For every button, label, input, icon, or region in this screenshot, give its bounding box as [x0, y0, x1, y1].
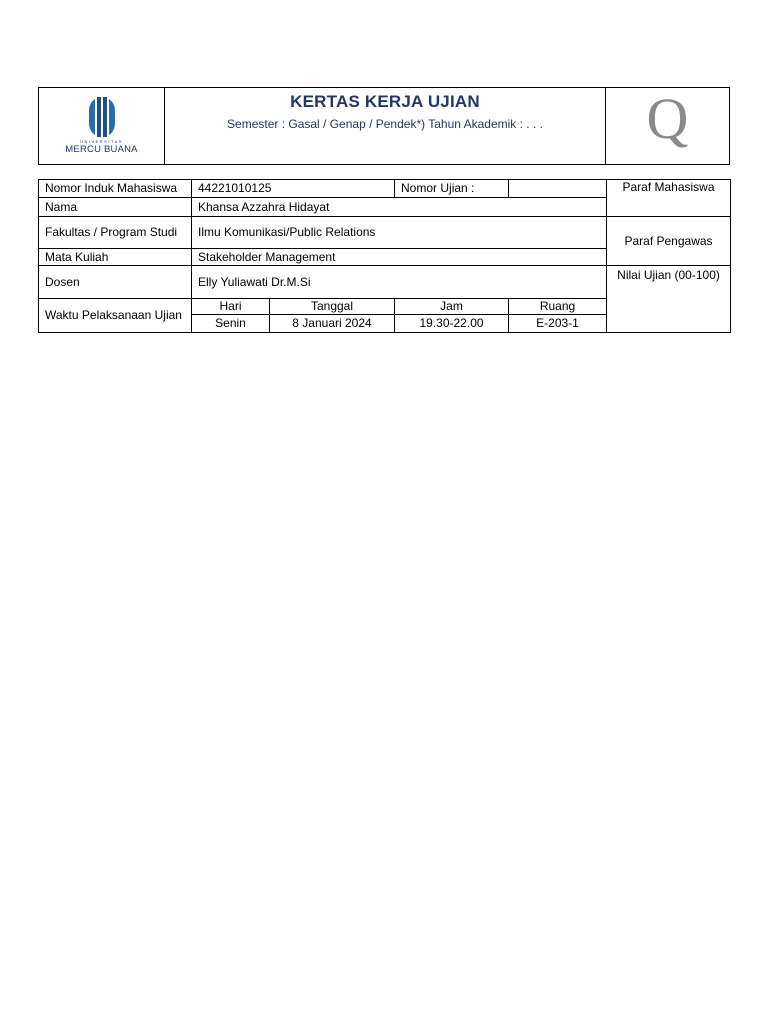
mata-kuliah-label: Mata Kuliah — [39, 249, 192, 266]
exam-info-table — [38, 179, 731, 333]
schedule-value-jam: 19.30-22.00 — [395, 315, 509, 333]
fakultas-value: Ilmu Komunikasi/Public Relations — [192, 217, 607, 249]
schedule-header-ruang: Ruang — [509, 299, 607, 315]
mercu-buana-logo-icon — [88, 97, 116, 137]
logo-cell — [39, 88, 165, 164]
q-logo-icon: Q — [646, 86, 689, 151]
nim-value: 44221010125 — [192, 180, 395, 198]
nama-value: Khansa Azzahra Hidayat — [192, 198, 607, 217]
paraf-pengawas-cell: Paraf Pengawas — [607, 217, 731, 266]
exam-header — [38, 87, 730, 165]
schedule-header-hari: Hari — [192, 299, 270, 315]
nomor-ujian-value — [509, 180, 607, 198]
nilai-ujian-cell: Nilai Ujian (00-100) — [607, 266, 731, 333]
mata-kuliah-value: Stakeholder Management — [192, 249, 607, 266]
dosen-label: Dosen — [39, 266, 192, 299]
schedule-value-hari: Senin — [192, 315, 270, 333]
logo-small-text: UNIVERSITAS — [80, 139, 123, 144]
schedule-value-tanggal: 8 Januari 2024 — [270, 315, 395, 333]
schedule-value-ruang: E-203-1 — [509, 315, 607, 333]
nomor-ujian-label: Nomor Ujian : — [395, 180, 509, 198]
page-title: KERTAS KERJA UJIAN — [290, 92, 480, 111]
waktu-label: Waktu Pelaksanaan Ujian — [39, 299, 192, 333]
fakultas-label: Fakultas / Program Studi — [39, 217, 192, 249]
page-subtitle: Semester : Gasal / Genap / Pendek*) Tahun Akademik : . . . — [227, 117, 543, 131]
schedule-header-jam: Jam — [395, 299, 509, 315]
title-cell — [165, 88, 606, 164]
schedule-header-tanggal: Tanggal — [270, 299, 395, 315]
logo-name: MERCU BUANA — [65, 144, 138, 155]
nim-label: Nomor Induk Mahasiswa — [39, 180, 192, 198]
nama-label: Nama — [39, 198, 192, 217]
dosen-value: Elly Yuliawati Dr.M.Si — [192, 266, 607, 299]
paraf-mahasiswa-cell: Paraf Mahasiswa — [607, 180, 731, 217]
q-mark-cell — [606, 88, 729, 164]
